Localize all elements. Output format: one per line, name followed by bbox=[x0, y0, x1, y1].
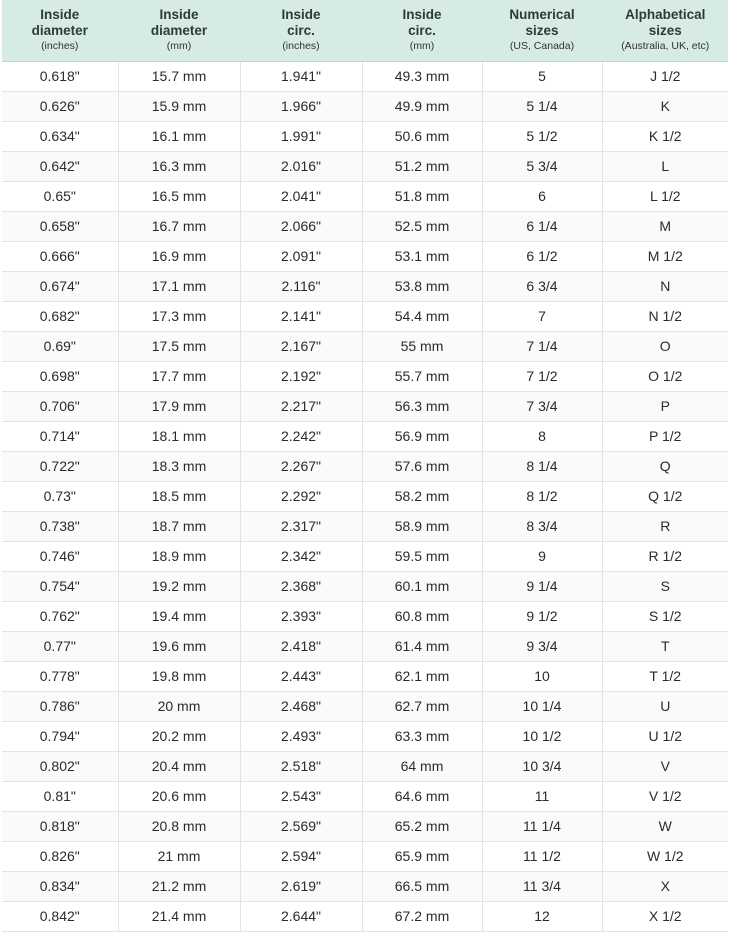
header-numerical-sizes bbox=[482, 0, 602, 61]
cell-inside-circ-mm: 55 mm bbox=[362, 331, 482, 361]
cell-numerical-size: 10 1/2 bbox=[482, 721, 602, 751]
table-header bbox=[2, 0, 728, 61]
cell-alphabetical-size: T 1/2 bbox=[602, 661, 728, 691]
cell-inside-circ-inches: 2.192" bbox=[240, 361, 362, 391]
cell-inside-circ-inches: 2.518" bbox=[240, 751, 362, 781]
cell-inside-circ-inches: 1.966" bbox=[240, 91, 362, 121]
header-unit: (mm) bbox=[166, 40, 192, 52]
cell-inside-diameter-mm: 18.9 mm bbox=[118, 541, 240, 571]
header-alphabetical-sizes bbox=[602, 0, 728, 61]
ring-size-table bbox=[2, 0, 728, 932]
cell-alphabetical-size: W 1/2 bbox=[602, 841, 728, 871]
table-row bbox=[2, 61, 728, 91]
header-unit: (mm) bbox=[409, 40, 435, 52]
cell-inside-diameter-mm: 17.7 mm bbox=[118, 361, 240, 391]
cell-numerical-size: 6 1/4 bbox=[482, 211, 602, 241]
table-row bbox=[2, 331, 728, 361]
cell-alphabetical-size: L bbox=[602, 151, 728, 181]
cell-numerical-size: 11 3/4 bbox=[482, 871, 602, 901]
header-unit: (inches) bbox=[41, 40, 79, 52]
cell-numerical-size: 9 bbox=[482, 541, 602, 571]
table-row bbox=[2, 301, 728, 331]
table-row bbox=[2, 511, 728, 541]
cell-inside-diameter-inches: 0.738" bbox=[2, 511, 118, 541]
cell-numerical-size: 10 bbox=[482, 661, 602, 691]
cell-numerical-size: 7 1/2 bbox=[482, 361, 602, 391]
cell-alphabetical-size: S bbox=[602, 571, 728, 601]
cell-inside-diameter-inches: 0.842" bbox=[2, 901, 118, 931]
cell-numerical-size: 8 1/4 bbox=[482, 451, 602, 481]
table-row bbox=[2, 391, 728, 421]
cell-inside-circ-mm: 56.3 mm bbox=[362, 391, 482, 421]
cell-numerical-size: 5 bbox=[482, 61, 602, 91]
cell-inside-circ-mm: 49.3 mm bbox=[362, 61, 482, 91]
cell-inside-circ-inches: 2.116" bbox=[240, 271, 362, 301]
cell-inside-diameter-mm: 17.1 mm bbox=[118, 271, 240, 301]
table-row bbox=[2, 751, 728, 781]
cell-alphabetical-size: M 1/2 bbox=[602, 241, 728, 271]
cell-alphabetical-size: U bbox=[602, 691, 728, 721]
cell-inside-circ-mm: 53.1 mm bbox=[362, 241, 482, 271]
cell-inside-diameter-mm: 19.8 mm bbox=[118, 661, 240, 691]
cell-inside-diameter-mm: 19.2 mm bbox=[118, 571, 240, 601]
cell-alphabetical-size: W bbox=[602, 811, 728, 841]
header-line-2: sizes bbox=[525, 23, 559, 38]
table-row bbox=[2, 421, 728, 451]
cell-alphabetical-size: N bbox=[602, 271, 728, 301]
table-row bbox=[2, 691, 728, 721]
cell-inside-circ-mm: 56.9 mm bbox=[362, 421, 482, 451]
cell-inside-diameter-inches: 0.754" bbox=[2, 571, 118, 601]
cell-inside-diameter-mm: 18.3 mm bbox=[118, 451, 240, 481]
header-line-1: Inside bbox=[402, 7, 442, 22]
cell-inside-circ-mm: 59.5 mm bbox=[362, 541, 482, 571]
header-line-1: Alphabetical bbox=[625, 7, 706, 22]
cell-inside-diameter-mm: 20.4 mm bbox=[118, 751, 240, 781]
cell-inside-circ-mm: 54.4 mm bbox=[362, 301, 482, 331]
cell-inside-circ-inches: 2.292" bbox=[240, 481, 362, 511]
cell-inside-diameter-inches: 0.65" bbox=[2, 181, 118, 211]
cell-alphabetical-size: V bbox=[602, 751, 728, 781]
cell-inside-diameter-mm: 19.4 mm bbox=[118, 601, 240, 631]
cell-inside-diameter-mm: 21 mm bbox=[118, 841, 240, 871]
cell-inside-diameter-mm: 21.2 mm bbox=[118, 871, 240, 901]
cell-inside-diameter-mm: 20.8 mm bbox=[118, 811, 240, 841]
cell-numerical-size: 8 bbox=[482, 421, 602, 451]
cell-inside-circ-inches: 2.317" bbox=[240, 511, 362, 541]
cell-numerical-size: 11 bbox=[482, 781, 602, 811]
cell-numerical-size: 5 1/2 bbox=[482, 121, 602, 151]
table-row bbox=[2, 451, 728, 481]
cell-inside-diameter-inches: 0.706" bbox=[2, 391, 118, 421]
table-row bbox=[2, 571, 728, 601]
cell-inside-circ-inches: 2.242" bbox=[240, 421, 362, 451]
cell-inside-diameter-inches: 0.826" bbox=[2, 841, 118, 871]
cell-inside-circ-inches: 2.217" bbox=[240, 391, 362, 421]
cell-inside-circ-inches: 2.418" bbox=[240, 631, 362, 661]
cell-inside-circ-mm: 63.3 mm bbox=[362, 721, 482, 751]
cell-inside-circ-inches: 2.594" bbox=[240, 841, 362, 871]
table-row bbox=[2, 241, 728, 271]
cell-numerical-size: 5 1/4 bbox=[482, 91, 602, 121]
header-line-2: sizes bbox=[648, 23, 682, 38]
cell-inside-diameter-inches: 0.714" bbox=[2, 421, 118, 451]
header-line-2: circ. bbox=[408, 23, 436, 38]
cell-numerical-size: 10 3/4 bbox=[482, 751, 602, 781]
cell-inside-circ-mm: 51.2 mm bbox=[362, 151, 482, 181]
header-line-2: diameter bbox=[31, 23, 88, 38]
cell-inside-diameter-mm: 20.6 mm bbox=[118, 781, 240, 811]
cell-inside-diameter-inches: 0.722" bbox=[2, 451, 118, 481]
cell-inside-diameter-mm: 15.9 mm bbox=[118, 91, 240, 121]
cell-numerical-size: 7 1/4 bbox=[482, 331, 602, 361]
cell-inside-circ-mm: 60.8 mm bbox=[362, 601, 482, 631]
cell-inside-circ-mm: 57.6 mm bbox=[362, 451, 482, 481]
cell-inside-circ-mm: 67.2 mm bbox=[362, 901, 482, 931]
cell-inside-circ-mm: 58.2 mm bbox=[362, 481, 482, 511]
cell-inside-diameter-inches: 0.634" bbox=[2, 121, 118, 151]
cell-inside-circ-mm: 64 mm bbox=[362, 751, 482, 781]
cell-inside-circ-inches: 2.443" bbox=[240, 661, 362, 691]
cell-inside-circ-mm: 55.7 mm bbox=[362, 361, 482, 391]
cell-inside-circ-mm: 62.1 mm bbox=[362, 661, 482, 691]
cell-inside-diameter-inches: 0.698" bbox=[2, 361, 118, 391]
table-row bbox=[2, 811, 728, 841]
header-unit: (Australia, UK, etc) bbox=[621, 40, 710, 52]
header-line-1: Inside bbox=[159, 7, 199, 22]
cell-inside-circ-inches: 2.041" bbox=[240, 181, 362, 211]
cell-alphabetical-size: L 1/2 bbox=[602, 181, 728, 211]
table-row bbox=[2, 631, 728, 661]
header-line-2: circ. bbox=[287, 23, 315, 38]
cell-inside-diameter-inches: 0.794" bbox=[2, 721, 118, 751]
cell-inside-circ-inches: 2.543" bbox=[240, 781, 362, 811]
cell-inside-diameter-mm: 17.9 mm bbox=[118, 391, 240, 421]
cell-inside-circ-mm: 65.2 mm bbox=[362, 811, 482, 841]
cell-inside-circ-inches: 1.991" bbox=[240, 121, 362, 151]
table-row bbox=[2, 271, 728, 301]
cell-inside-diameter-mm: 16.7 mm bbox=[118, 211, 240, 241]
table-row bbox=[2, 661, 728, 691]
cell-inside-circ-inches: 2.368" bbox=[240, 571, 362, 601]
header-line-1: Numerical bbox=[509, 7, 575, 22]
cell-alphabetical-size: P bbox=[602, 391, 728, 421]
cell-inside-circ-mm: 65.9 mm bbox=[362, 841, 482, 871]
cell-alphabetical-size: R 1/2 bbox=[602, 541, 728, 571]
cell-inside-circ-mm: 64.6 mm bbox=[362, 781, 482, 811]
cell-inside-circ-inches: 2.644" bbox=[240, 901, 362, 931]
cell-inside-circ-mm: 66.5 mm bbox=[362, 871, 482, 901]
cell-numerical-size: 9 1/2 bbox=[482, 601, 602, 631]
header-line-1: Inside bbox=[40, 7, 80, 22]
cell-inside-diameter-inches: 0.69" bbox=[2, 331, 118, 361]
cell-inside-circ-inches: 2.141" bbox=[240, 301, 362, 331]
cell-inside-diameter-mm: 19.6 mm bbox=[118, 631, 240, 661]
table-row bbox=[2, 841, 728, 871]
cell-inside-circ-mm: 53.8 mm bbox=[362, 271, 482, 301]
cell-alphabetical-size: K bbox=[602, 91, 728, 121]
cell-inside-circ-inches: 1.941" bbox=[240, 61, 362, 91]
cell-inside-circ-inches: 2.066" bbox=[240, 211, 362, 241]
cell-numerical-size: 7 3/4 bbox=[482, 391, 602, 421]
table-row bbox=[2, 181, 728, 211]
cell-inside-diameter-inches: 0.746" bbox=[2, 541, 118, 571]
cell-alphabetical-size: K 1/2 bbox=[602, 121, 728, 151]
cell-alphabetical-size: T bbox=[602, 631, 728, 661]
cell-alphabetical-size: O bbox=[602, 331, 728, 361]
cell-inside-diameter-mm: 17.5 mm bbox=[118, 331, 240, 361]
cell-numerical-size: 7 bbox=[482, 301, 602, 331]
cell-inside-diameter-mm: 20.2 mm bbox=[118, 721, 240, 751]
cell-numerical-size: 9 3/4 bbox=[482, 631, 602, 661]
cell-inside-circ-inches: 2.569" bbox=[240, 811, 362, 841]
cell-alphabetical-size: U 1/2 bbox=[602, 721, 728, 751]
cell-inside-diameter-inches: 0.666" bbox=[2, 241, 118, 271]
table-row bbox=[2, 721, 728, 751]
table-row bbox=[2, 91, 728, 121]
table-row bbox=[2, 481, 728, 511]
cell-numerical-size: 11 1/2 bbox=[482, 841, 602, 871]
cell-inside-diameter-inches: 0.642" bbox=[2, 151, 118, 181]
cell-inside-diameter-mm: 16.1 mm bbox=[118, 121, 240, 151]
cell-inside-circ-mm: 51.8 mm bbox=[362, 181, 482, 211]
cell-inside-circ-inches: 2.267" bbox=[240, 451, 362, 481]
cell-inside-diameter-mm: 16.5 mm bbox=[118, 181, 240, 211]
table-row bbox=[2, 361, 728, 391]
cell-inside-circ-inches: 2.342" bbox=[240, 541, 362, 571]
cell-alphabetical-size: J 1/2 bbox=[602, 61, 728, 91]
cell-alphabetical-size: S 1/2 bbox=[602, 601, 728, 631]
cell-inside-diameter-inches: 0.626" bbox=[2, 91, 118, 121]
table-row bbox=[2, 211, 728, 241]
cell-alphabetical-size: Q bbox=[602, 451, 728, 481]
cell-alphabetical-size: V 1/2 bbox=[602, 781, 728, 811]
cell-inside-circ-inches: 2.619" bbox=[240, 871, 362, 901]
cell-numerical-size: 11 1/4 bbox=[482, 811, 602, 841]
header-row bbox=[2, 0, 728, 61]
cell-inside-circ-inches: 2.091" bbox=[240, 241, 362, 271]
cell-numerical-size: 6 bbox=[482, 181, 602, 211]
cell-inside-diameter-inches: 0.77" bbox=[2, 631, 118, 661]
cell-inside-diameter-mm: 16.9 mm bbox=[118, 241, 240, 271]
cell-inside-diameter-mm: 20 mm bbox=[118, 691, 240, 721]
cell-inside-diameter-inches: 0.778" bbox=[2, 661, 118, 691]
table-row bbox=[2, 151, 728, 181]
header-inside-circ-mm bbox=[362, 0, 482, 61]
cell-inside-diameter-mm: 21.4 mm bbox=[118, 901, 240, 931]
cell-inside-diameter-inches: 0.762" bbox=[2, 601, 118, 631]
cell-inside-diameter-inches: 0.682" bbox=[2, 301, 118, 331]
cell-inside-diameter-mm: 18.1 mm bbox=[118, 421, 240, 451]
cell-numerical-size: 6 1/2 bbox=[482, 241, 602, 271]
cell-alphabetical-size: X 1/2 bbox=[602, 901, 728, 931]
header-inside-circ-inches bbox=[240, 0, 362, 61]
header-inside-diameter-mm bbox=[118, 0, 240, 61]
cell-inside-diameter-mm: 18.5 mm bbox=[118, 481, 240, 511]
cell-alphabetical-size: N 1/2 bbox=[602, 301, 728, 331]
cell-numerical-size: 8 1/2 bbox=[482, 481, 602, 511]
cell-inside-circ-inches: 2.493" bbox=[240, 721, 362, 751]
cell-inside-circ-mm: 50.6 mm bbox=[362, 121, 482, 151]
cell-inside-circ-inches: 2.167" bbox=[240, 331, 362, 361]
cell-alphabetical-size: P 1/2 bbox=[602, 421, 728, 451]
cell-inside-diameter-inches: 0.81" bbox=[2, 781, 118, 811]
table-row bbox=[2, 781, 728, 811]
cell-inside-circ-mm: 49.9 mm bbox=[362, 91, 482, 121]
cell-inside-diameter-inches: 0.73" bbox=[2, 481, 118, 511]
header-line-2: diameter bbox=[150, 23, 208, 38]
cell-alphabetical-size: M bbox=[602, 211, 728, 241]
cell-inside-diameter-inches: 0.818" bbox=[2, 811, 118, 841]
cell-inside-circ-mm: 62.7 mm bbox=[362, 691, 482, 721]
cell-inside-diameter-inches: 0.834" bbox=[2, 871, 118, 901]
cell-inside-circ-mm: 52.5 mm bbox=[362, 211, 482, 241]
cell-inside-diameter-inches: 0.658" bbox=[2, 211, 118, 241]
cell-alphabetical-size: X bbox=[602, 871, 728, 901]
header-unit: (US, Canada) bbox=[509, 40, 575, 52]
cell-inside-diameter-mm: 15.7 mm bbox=[118, 61, 240, 91]
table-row bbox=[2, 121, 728, 151]
cell-inside-circ-mm: 60.1 mm bbox=[362, 571, 482, 601]
cell-numerical-size: 6 3/4 bbox=[482, 271, 602, 301]
cell-alphabetical-size: O 1/2 bbox=[602, 361, 728, 391]
cell-numerical-size: 8 3/4 bbox=[482, 511, 602, 541]
cell-inside-circ-inches: 2.016" bbox=[240, 151, 362, 181]
table-row bbox=[2, 901, 728, 931]
table-row bbox=[2, 601, 728, 631]
cell-numerical-size: 10 1/4 bbox=[482, 691, 602, 721]
cell-inside-diameter-inches: 0.618" bbox=[2, 61, 118, 91]
header-line-1: Inside bbox=[281, 7, 321, 22]
cell-inside-diameter-mm: 18.7 mm bbox=[118, 511, 240, 541]
table-body bbox=[2, 61, 728, 931]
cell-numerical-size: 5 3/4 bbox=[482, 151, 602, 181]
cell-alphabetical-size: Q 1/2 bbox=[602, 481, 728, 511]
cell-inside-diameter-inches: 0.802" bbox=[2, 751, 118, 781]
cell-inside-circ-mm: 61.4 mm bbox=[362, 631, 482, 661]
cell-inside-circ-inches: 2.393" bbox=[240, 601, 362, 631]
cell-numerical-size: 12 bbox=[482, 901, 602, 931]
header-unit: (inches) bbox=[282, 40, 320, 52]
cell-inside-diameter-inches: 0.674" bbox=[2, 271, 118, 301]
cell-inside-diameter-mm: 17.3 mm bbox=[118, 301, 240, 331]
cell-numerical-size: 9 1/4 bbox=[482, 571, 602, 601]
cell-inside-circ-inches: 2.468" bbox=[240, 691, 362, 721]
table-row bbox=[2, 541, 728, 571]
cell-alphabetical-size: R bbox=[602, 511, 728, 541]
cell-inside-diameter-mm: 16.3 mm bbox=[118, 151, 240, 181]
header-inside-diameter-inches bbox=[2, 0, 118, 61]
cell-inside-circ-mm: 58.9 mm bbox=[362, 511, 482, 541]
cell-inside-diameter-inches: 0.786" bbox=[2, 691, 118, 721]
table-row bbox=[2, 871, 728, 901]
